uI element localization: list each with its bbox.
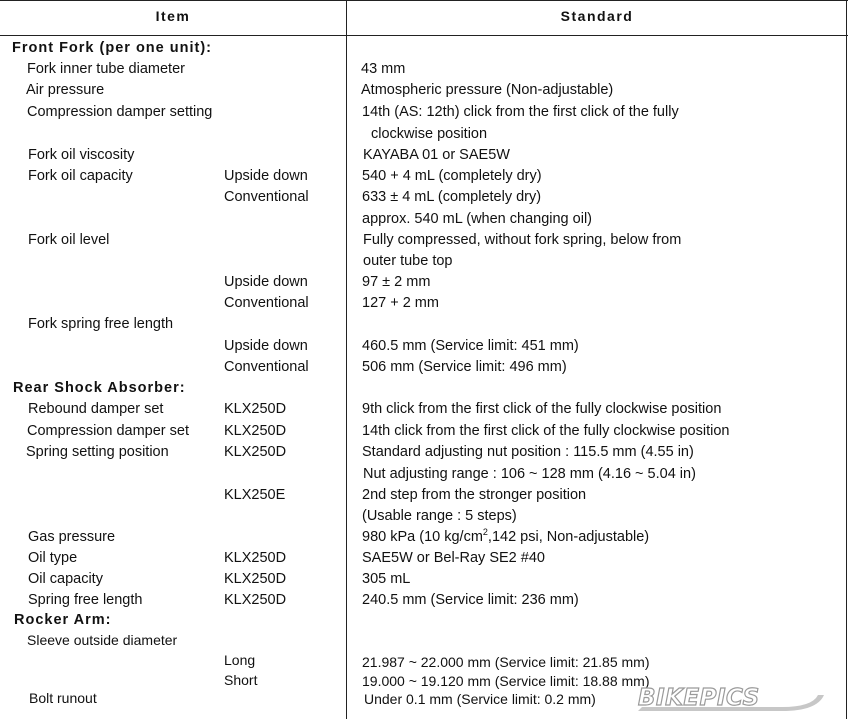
- table-row: [0, 527, 848, 548]
- standard-value: 240.5 mm (Service limit: 236 mm): [362, 592, 579, 608]
- item-label: Fork oil level: [28, 232, 110, 248]
- standard-value: 2nd step from the stronger position: [362, 487, 587, 503]
- table-row: [0, 38, 848, 59]
- standard-value: [362, 527, 649, 548]
- item-label: Oil capacity: [28, 571, 103, 587]
- standard-value: outer tube top: [363, 253, 453, 269]
- table-row: [0, 145, 848, 166]
- table-row: [0, 464, 848, 485]
- table-row: [0, 548, 848, 569]
- header-bottom-border: [0, 35, 848, 36]
- item-label: Fork oil viscosity: [28, 147, 135, 163]
- value-part: ,142 psi, Non-adjustable): [487, 529, 650, 545]
- table-row: [0, 630, 848, 651]
- sub-label: KLX250D: [224, 444, 287, 460]
- item-label: Fork inner tube diameter: [27, 61, 185, 77]
- sub-label: KLX250D: [224, 592, 287, 608]
- item-label: Air pressure: [26, 82, 105, 98]
- table-row: [0, 187, 848, 208]
- sub-label: Conventional: [224, 189, 309, 205]
- sub-label: Short: [224, 672, 258, 688]
- table-row: [0, 166, 848, 187]
- item-label: Bolt runout: [29, 690, 97, 706]
- standard-value: 14th click from the first click of the fully clockwise position: [362, 423, 730, 439]
- table-row: [0, 124, 848, 145]
- standard-value: Under 0.1 mm (Service limit: 0.2 mm): [364, 691, 596, 707]
- table-row: [0, 610, 848, 631]
- sub-label: Long: [224, 652, 256, 668]
- item-label: Gas pressure: [28, 529, 116, 545]
- table-top-border: [0, 0, 848, 1]
- standard-value: clockwise position: [371, 126, 488, 142]
- standard-value: 506 mm (Service limit: 496 mm): [362, 359, 567, 375]
- table-row: [0, 569, 848, 590]
- table-row: [0, 293, 848, 314]
- table-row: [0, 485, 848, 506]
- item-label: Sleeve outside diameter: [27, 632, 178, 648]
- table-row: [0, 272, 848, 293]
- standard-value: SAE5W or Bel-Ray SE2 #40: [362, 550, 545, 566]
- standard-value: (Usable range : 5 steps): [362, 508, 517, 524]
- table-row: [0, 421, 848, 442]
- standard-value: 9th click from the first click of the fully clockwise position: [362, 401, 722, 417]
- item-label: Rebound damper set: [28, 401, 164, 417]
- sub-label: KLX250D: [224, 550, 287, 566]
- section-heading: Rocker Arm:: [14, 612, 112, 628]
- sub-label: KLX250E: [224, 487, 286, 503]
- sub-label: KLX250D: [224, 571, 287, 587]
- standard-value: 305 mL: [362, 571, 411, 587]
- bikepics-watermark-logo: [632, 681, 828, 715]
- table-row: [0, 357, 848, 378]
- standard-value: 43 mm: [361, 61, 406, 77]
- table-row: [0, 251, 848, 272]
- sub-label: KLX250D: [224, 401, 287, 417]
- table-row: [0, 650, 848, 671]
- table-row: [0, 590, 848, 611]
- standard-value: 540 + 4 mL (completely dry): [362, 168, 542, 184]
- table-row: [0, 378, 848, 399]
- standard-value: Nut adjusting range : 106 ~ 128 mm (4.16 ~ 5.04 in): [363, 466, 696, 482]
- item-label: Spring free length: [28, 592, 143, 608]
- column-header-standard: Standard: [560, 8, 634, 24]
- sub-label: Upside down: [224, 338, 308, 354]
- item-label: Spring setting position: [26, 444, 169, 460]
- column-header-item: Item: [155, 8, 191, 24]
- table-row: [0, 102, 848, 123]
- standard-value: Standard adjusting nut position : 115.5 mm (4.55 in): [362, 444, 694, 460]
- table-row: [0, 336, 848, 357]
- item-label: Fork oil capacity: [28, 168, 133, 184]
- table-row: [0, 314, 848, 335]
- value-part: 980 kPa (10 kg/cm: [362, 529, 483, 545]
- standard-value: 97 ± 2 mm: [362, 274, 431, 290]
- standard-value: 633 ± 4 mL (completely dry): [362, 189, 542, 205]
- sub-label: Upside down: [224, 274, 308, 290]
- table-row: [0, 80, 848, 101]
- section-heading: Front Fork (per one unit):: [12, 40, 212, 56]
- standard-value: 14th (AS: 12th) click from the first click of the fully: [362, 104, 679, 120]
- sub-label: Conventional: [224, 295, 309, 311]
- table-row: [0, 506, 848, 527]
- standard-value: approx. 540 mL (when changing oil): [362, 211, 592, 227]
- section-heading: Rear Shock Absorber:: [13, 380, 186, 396]
- standard-value: 21.987 ~ 22.000 mm (Service limit: 21.85 mm): [362, 654, 650, 670]
- standard-value: Fully compressed, without fork spring, below from: [363, 232, 682, 248]
- standard-value: 460.5 mm (Service limit: 451 mm): [362, 338, 579, 354]
- table-row: [0, 59, 848, 80]
- item-label: Oil type: [28, 550, 78, 566]
- table-row: [0, 399, 848, 420]
- standard-value: Atmospheric pressure (Non-adjustable): [361, 82, 614, 98]
- standard-value: 19.000 ~ 19.120 mm (Service limit: 18.88 mm): [362, 673, 650, 689]
- superscript: 2: [482, 527, 488, 538]
- standard-value: 127 + 2 mm: [362, 295, 439, 311]
- sub-label: Upside down: [224, 168, 308, 184]
- standard-value: KAYABA 01 or SAE5W: [363, 147, 510, 163]
- svg-text:BIKEPICS: BIKEPICS: [638, 685, 760, 711]
- item-label: Fork spring free length: [28, 316, 174, 332]
- sub-label: KLX250D: [224, 423, 287, 439]
- sub-label: Conventional: [224, 359, 309, 375]
- item-label: Compression damper set: [27, 423, 189, 439]
- table-row: [0, 209, 848, 230]
- table-row: [0, 442, 848, 463]
- item-label: Compression damper setting: [27, 104, 213, 120]
- table-row: [0, 230, 848, 251]
